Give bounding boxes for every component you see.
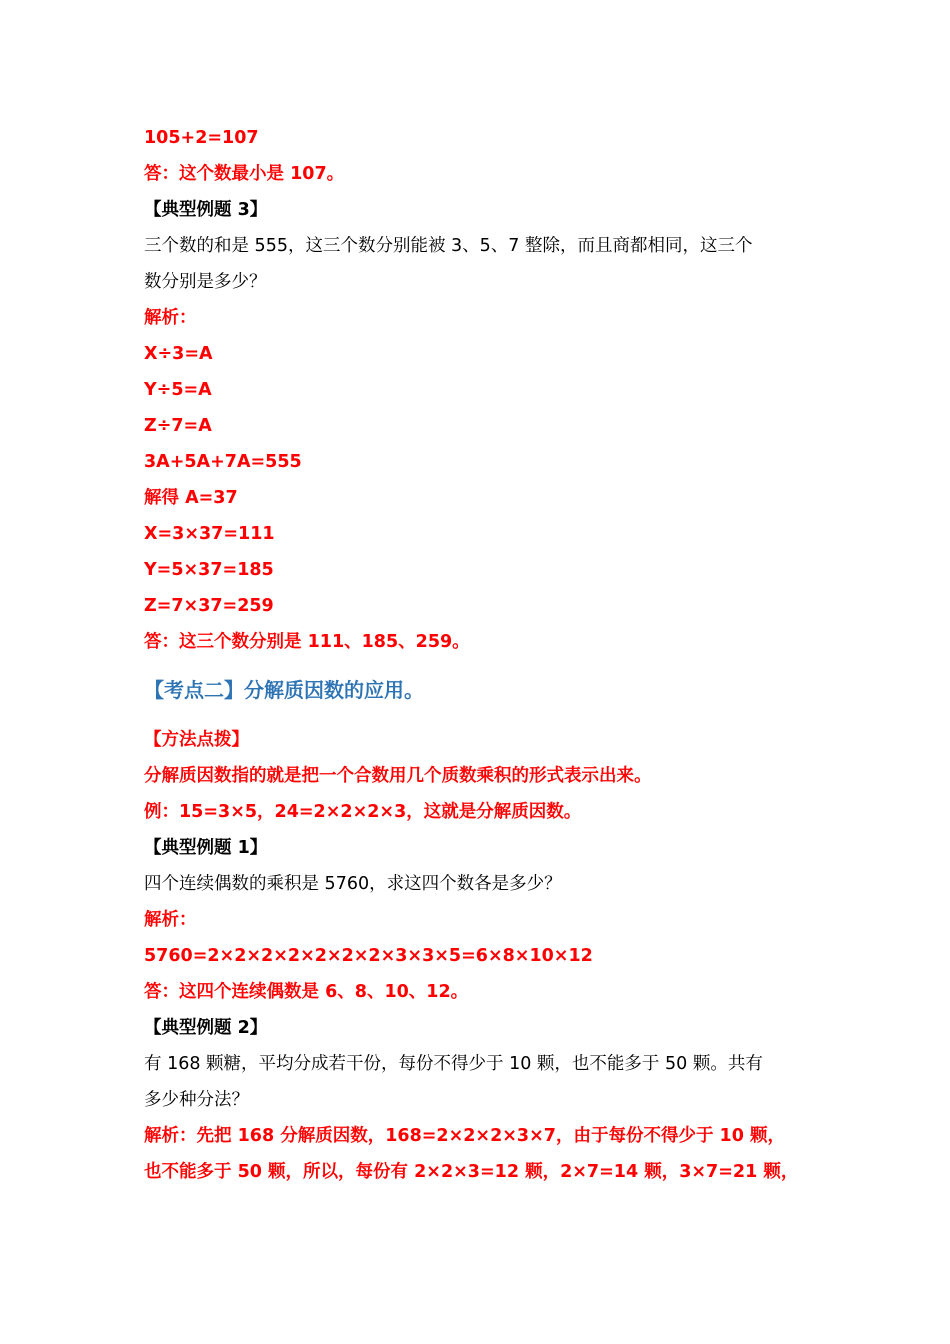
analysis-label: 解析： — [144, 910, 197, 930]
analysis-text: 解析：先把 168 分解质因数，168=2×2×2×3×7，由于每份不得少于 10 颗， — [144, 1126, 785, 1146]
answer-calc-line: 105+2=107 — [144, 128, 259, 148]
method-text: 分解质因数指的就是把一个合数用几个质数乘积的形式表示出来。 — [144, 766, 652, 786]
solution-line: 3A+5A+7A=555 — [144, 452, 302, 472]
analysis-label: 解析： — [144, 308, 197, 328]
example-heading: 【典型例题 2】 — [144, 1018, 268, 1038]
analysis-text: 也不能多于 50 颗，所以，每份有 2×2×3=12 颗，2×7=14 颗，3×7=21 颗， — [144, 1162, 799, 1182]
answer-line: 答：这三个数分别是 111、185、259。 — [144, 632, 470, 652]
solution-line: X=3×37=111 — [144, 524, 275, 544]
question-text: 多少种分法？ — [144, 1090, 249, 1110]
solution-line: Y=5×37=185 — [144, 560, 274, 580]
answer-line: 答：这四个连续偶数是 6、8、10、12。 — [144, 982, 469, 1002]
section-heading: 【考点二】分解质因数的应用。 — [144, 678, 424, 702]
method-heading: 【方法点拨】 — [144, 730, 249, 750]
question-text: 有 168 颗糖，平均分成若干份，每份不得少于 10 颗，也不能多于 50 颗。共有 — [144, 1054, 763, 1074]
solution-line: Z=7×37=259 — [144, 596, 274, 616]
question-text: 三个数的和是 555，这三个数分别能被 3、5、7 整除，而且商都相同，这三个 — [144, 236, 753, 256]
solution-line: Y÷5=A — [144, 380, 212, 400]
solution-line: 解得 A=37 — [144, 488, 238, 508]
solution-line: X÷3=A — [144, 344, 213, 364]
solution-line: Z÷7=A — [144, 416, 212, 436]
answer-line: 答：这个数最小是 107。 — [144, 164, 345, 184]
solution-line: 5760=2×2×2×2×2×2×2×3×3×5=6×8×10×12 — [144, 946, 593, 966]
question-text: 四个连续偶数的乘积是 5760，求这四个数各是多少？ — [144, 874, 562, 894]
example-heading: 【典型例题 3】 — [144, 200, 268, 220]
method-example: 例：15=3×5，24=2×2×2×3，这就是分解质因数。 — [144, 802, 582, 822]
example-heading: 【典型例题 1】 — [144, 838, 268, 858]
question-text: 数分别是多少？ — [144, 272, 267, 292]
